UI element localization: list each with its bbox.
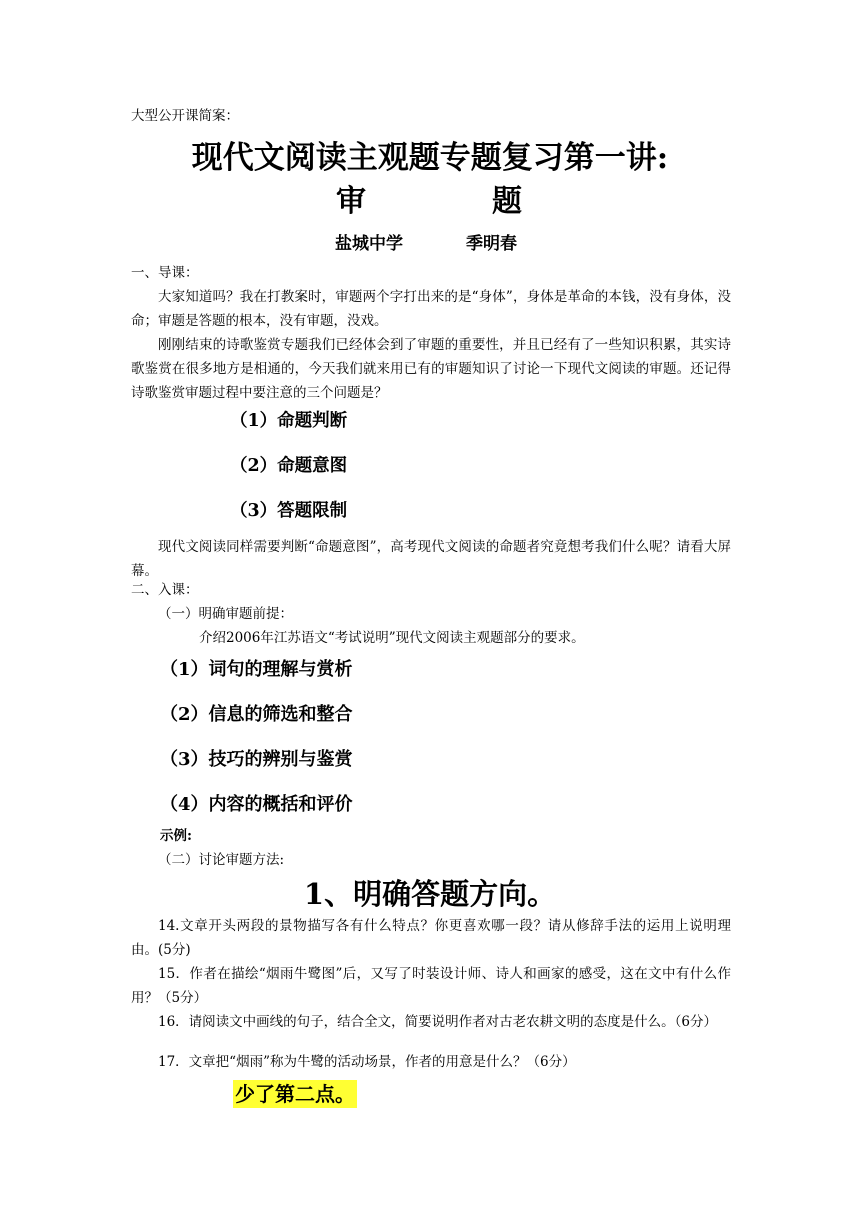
question-14: 14.文章开头两段的景物描写各有什么特点？你更喜欢哪一段？请从修辞手法的运用上说明理由。(5分) bbox=[131, 918, 731, 958]
header-label: 大型公开课简案： bbox=[131, 108, 239, 124]
exam-point-4: （4）内容的概括和评价 bbox=[160, 794, 353, 815]
page-title: 现代文阅读主观题专题复习第一讲: bbox=[191, 140, 669, 176]
question-17: 17．文章把“烟雨”称为牛鹭的活动场景，作者的用意是什么？（6分） bbox=[158, 1054, 576, 1070]
author-name: 季明春 bbox=[466, 234, 517, 254]
poetry-point-1: （1）命题判断 bbox=[230, 411, 348, 431]
question-15: 15．作者在描绘“烟雨牛鹭图”后，又写了时装设计师、诗人和画家的感受，这在文中有什么作用？（5分） bbox=[131, 966, 731, 1006]
poetry-point-3: （3）答题限制 bbox=[230, 501, 348, 521]
highlight-note-box bbox=[233, 1078, 357, 1107]
question-16: 16．请阅读文中画线的句子，结合全文，简要说明作者对古老农耕文明的态度是什么。（6分） bbox=[158, 1014, 718, 1030]
author-school: 盐城中学 bbox=[335, 234, 403, 254]
section-1-paragraph-2: 刚刚结束的诗歌鉴赏专题我们已经体会到了审题的重要性，并且已经有了一些知识积累，其实诗歌鉴赏在很多地方是相通的，今天我们就来用已有的审题知识了讨论一下现代文阅读的审题。还记得诗歌鉴赏审题过程中要注意的三个问题是？ bbox=[131, 337, 731, 401]
title-char-ti: 题 bbox=[492, 184, 522, 219]
section-1-paragraph-1: 大家知道吗？我在打教案时，审题两个字打出来的是“身体”，身体是革命的本钱，没有身体，没命；审题是答题的根本，没有审题，没戏。 bbox=[131, 289, 731, 329]
subsection-2-heading: （二）讨论审题方法: bbox=[158, 852, 285, 868]
method-1-heading: 1、明确答题方向。 bbox=[303, 877, 557, 911]
example-label: 示例: bbox=[160, 828, 192, 844]
poetry-point-2: （2）命题意图 bbox=[230, 456, 348, 476]
highlight-note: 少了第二点。 bbox=[235, 1082, 355, 1106]
subsection-1-heading: （一）明确审题前提： bbox=[158, 606, 293, 622]
exam-point-1: （1）词句的理解与赏析 bbox=[160, 659, 353, 680]
exam-point-3: （3）技巧的辨别与鉴赏 bbox=[160, 749, 353, 770]
subsection-1-intro: 介绍2006年江苏语文“考试说明”现代文阅读主观题部分的要求。 bbox=[199, 630, 585, 646]
section-1-paragraph-3: 现代文阅读同样需要判断“命题意图”，高考现代文阅读的命题者究竟想考我们什么呢？请看大屏幕。 bbox=[131, 539, 731, 579]
title-char-shen: 审 bbox=[336, 184, 366, 219]
section-1-heading: 一、导课： bbox=[131, 265, 199, 281]
section-2-heading: 二、入课： bbox=[131, 582, 199, 598]
exam-point-2: （2）信息的筛选和整合 bbox=[160, 704, 353, 725]
